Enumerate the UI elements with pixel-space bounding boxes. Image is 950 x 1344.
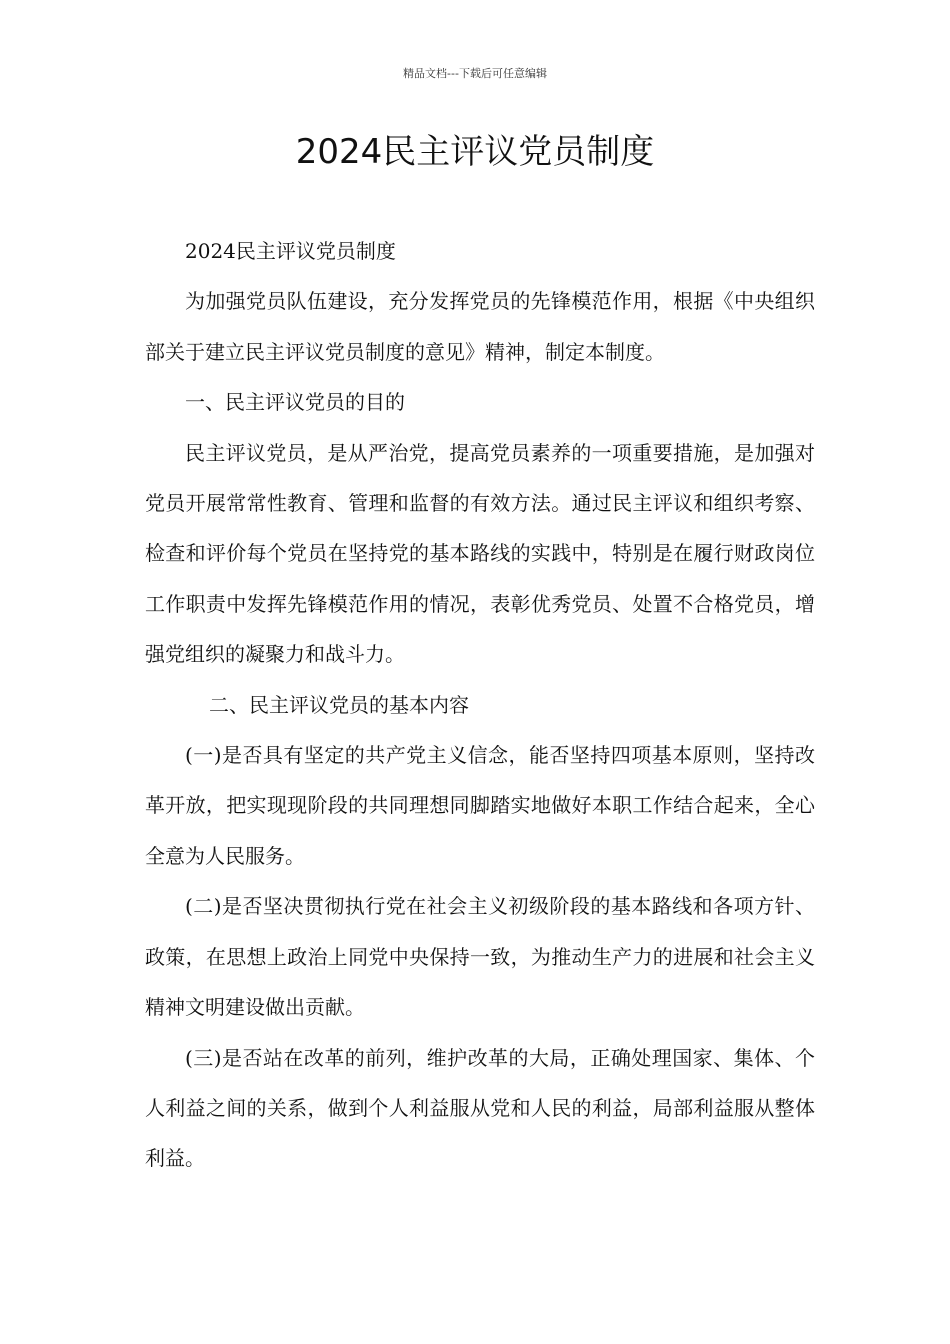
paragraph-subtitle: 2024民主评议党员制度 <box>185 239 396 263</box>
paragraph-item-1: (一)是否具有坚定的共产党主义信念，能否坚持四项基本原则，坚持改革开放，把实现现阶段的共同理想同脚踏实地做好本职工作结合起来，全心全意为人民服务。 <box>145 743 815 868</box>
section-heading-content: 二、民主评议党员的基本内容 <box>209 692 469 717</box>
paragraph-item-2: (二)是否坚决贯彻执行党在社会主义初级阶段的基本路线和各项方针、政策，在思想上政治上同党中央保持一致，为推动生产力的进展和社会主义精神文明建设做出贡献。 <box>145 894 815 1020</box>
page-header: 精品文档---下载后可任意编辑 <box>403 67 547 80</box>
document-body <box>145 226 815 1184</box>
paragraph-purpose: 民主评议党员，是从严治党，提高党员素养的一项重要措施，是加强对党员开展常常性教育、管理和监督的有效方法。通过民主评议和组织考察、检查和评价每个党员在坚持党的基本路线的实践中，特别是在履行财政岗位工作职责中发挥先锋模范作用的情况，表彰优秀党员、处置不合格党员，增强党组织的凝聚力和战斗力。 <box>145 440 815 667</box>
paragraph-item-3: (三)是否站在改革的前列，维护改革的大局，正确处理国家、集体、个人利益之间的关系，做到个人利益服从党和人民的利益，局部利益服从整体利益。 <box>145 1045 815 1171</box>
document-title: 2024民主评议党员制度 <box>295 132 655 172</box>
section-heading-purpose: 一、民主评议党员的目的 <box>185 390 405 415</box>
paragraph-intro: 为加强党员队伍建设，充分发挥党员的先锋模范作用，根据《中央组织部关于建立民主评议党员制度的意见》精神，制定本制度。 <box>145 289 815 364</box>
